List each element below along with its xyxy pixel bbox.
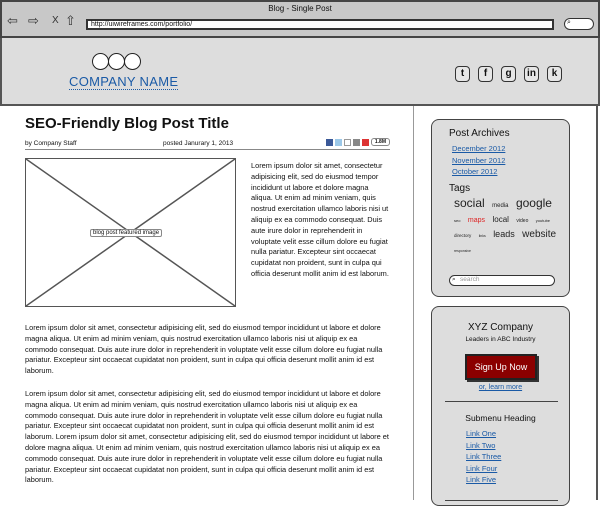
archives-heading: Post Archives xyxy=(449,128,510,139)
tags-heading: Tags xyxy=(449,183,471,194)
post-date: posted Janurary 1, 2013 xyxy=(163,140,234,147)
twitter-share-icon[interactable] xyxy=(335,139,342,146)
share-bar xyxy=(326,138,390,146)
archive-link[interactable]: December 2012 xyxy=(452,144,506,153)
divider xyxy=(413,106,414,500)
tag-cloud xyxy=(454,197,566,257)
submenu-link[interactable]: Link Three xyxy=(466,452,502,461)
back-icon[interactable]: ⇦ xyxy=(7,13,18,28)
submenu-link[interactable]: Link Five xyxy=(466,475,497,484)
sign-up-button[interactable]: Sign Up Now xyxy=(465,354,537,380)
tag-link[interactable]: social xyxy=(454,196,485,210)
submenu-link[interactable]: Link One xyxy=(466,429,497,438)
tag-link[interactable]: local xyxy=(492,215,509,224)
archives-panel xyxy=(431,119,570,297)
submenu-link[interactable]: Link Two xyxy=(466,440,496,450)
search-icon: ⌕ xyxy=(452,276,456,283)
tag-link[interactable]: leads xyxy=(493,229,515,239)
post-intro xyxy=(25,158,390,307)
facebook-share-icon[interactable] xyxy=(326,139,333,146)
post-author: by Company Staff xyxy=(25,140,77,147)
divider xyxy=(445,500,558,501)
logo-icon xyxy=(92,53,140,70)
image-label: blog post featured image xyxy=(90,229,162,237)
forward-icon[interactable]: ⇨ xyxy=(28,13,39,28)
browser-search-field[interactable] xyxy=(564,18,594,30)
post xyxy=(25,115,390,486)
archive-link[interactable]: November 2012 xyxy=(452,155,506,165)
tag-link[interactable]: responsive xyxy=(454,249,471,253)
tag-link[interactable]: media xyxy=(492,203,509,209)
sidebar-search-input[interactable] xyxy=(449,275,555,286)
klout-icon[interactable]: k xyxy=(547,66,562,82)
company-name-link[interactable]: COMPANY NAME xyxy=(69,74,179,89)
post-meta xyxy=(25,138,390,150)
tag-link[interactable]: google xyxy=(515,196,552,210)
featured-image xyxy=(25,158,236,307)
linkedin-icon[interactable]: in xyxy=(524,66,539,82)
paragraph: Lorem ipsum dolor sit amet, consectetur adipisicing elit, sed do eiusmod tempor incididunt ut labore et dolore magna aliqua. Ut enim ad minim veniam, quis nostrud exercitation ullamco laboris nisi ut aliquip ex ea commodo consequat. Duis aute irure dolor in reprehenderit in voluptate velit esse cillum dolore eu fugiat nulla pariatur. Excepteur sint occaecat cupidatat non proident, sunt in culpa qui officia deserunt mollit anim id est laborum. xyxy=(251,161,389,278)
address-bar[interactable]: http://uiwireframes.com/portfolio/ xyxy=(86,19,554,30)
submenu-links xyxy=(466,428,501,486)
tag-link[interactable]: maps xyxy=(467,217,486,224)
share-count: 1.8M xyxy=(371,138,390,146)
twitter-icon[interactable]: t xyxy=(455,66,470,82)
scrollbar[interactable] xyxy=(596,106,598,500)
company-panel xyxy=(431,306,570,506)
facebook-icon[interactable]: f xyxy=(478,66,493,82)
tag-link[interactable]: directory xyxy=(454,233,472,238)
search-placeholder: search xyxy=(460,276,480,283)
post-title: SEO-Friendly Blog Post Title xyxy=(25,115,229,132)
paragraph: Lorem ipsum dolor sit amet, consectetur adipisicing elit, sed do eiusmod tempor incididunt ut labore et dolore magna aliqua. Ut enim ad minim veniam, quis nostrud exercitation ullamco laboris nisi ut aliquip ex ea commodo consequat. Duis aute irure dolor in reprehenderit in voluptate velit esse cillum dolore eu fugiat nulla pariatur. Excepteur sint occaecat cupidatat non proident, sunt in culpa qui officia deserunt mollit anim id est laborum. Lorem ipsum dolor sit amet, consectetur adipisicing elit, sed do eiusmod tempor incididunt ut labore et dolore magna aliqua. Ut enim ad minim veniam, quis nostrud exercitation ullamco laboris nisi ut aliquip ex ea commodo consequat. Duis aute irure dolor in reprehenderit in voluptate velit esse cillum dolore eu fugiat nulla pariatur. Excepteur sint occaecat cupidatat non proident, sunt in culpa qui officia deserunt mollit anim id est laborum. xyxy=(25,388,389,485)
learn-more-link[interactable]: or, learn more xyxy=(478,384,523,391)
addthis-icon[interactable] xyxy=(362,139,369,146)
company-heading: XYZ Company xyxy=(467,322,534,333)
print-icon[interactable] xyxy=(353,139,360,146)
window-title: Blog - Single Post xyxy=(268,4,332,13)
submenu-heading: Submenu Heading xyxy=(465,413,536,423)
tag-link[interactable]: links xyxy=(478,234,486,238)
tag-link[interactable]: website xyxy=(522,229,557,240)
archive-links xyxy=(452,143,505,178)
submenu-link[interactable]: Link Four xyxy=(466,463,498,473)
stop-icon[interactable]: X xyxy=(52,15,59,26)
divider xyxy=(445,401,558,402)
search-icon: ⌕ xyxy=(567,19,571,26)
browser-chrome xyxy=(0,0,600,38)
google-icon[interactable]: g xyxy=(501,66,516,82)
email-share-icon[interactable] xyxy=(344,139,351,146)
tag-link[interactable]: youtube xyxy=(535,218,551,223)
archive-link[interactable]: October 2012 xyxy=(452,167,498,176)
tag-link[interactable]: seo xyxy=(454,218,461,223)
tag-link[interactable]: video xyxy=(516,218,529,224)
company-tagline: Leaders in ABC Industry xyxy=(465,336,536,343)
home-icon[interactable]: ⇧ xyxy=(65,13,76,28)
social-icons xyxy=(455,66,562,82)
paragraph: Lorem ipsum dolor sit amet, consectetur adipisicing elit, sed do eiusmod tempor incididunt ut labore et dolore magna aliqua. Ut enim ad minim veniam, quis nostrud exercitation ullamco laboris nisi ut aliquip ex ea commodo consequat. Duis aute irure dolor in reprehenderit in voluptate velit esse cillum dolore eu fugiat nulla pariatur. Excepteur sint occaecat cupidatat non proident, sunt in culpa qui officia deserunt mollit anim id est laborum. xyxy=(25,323,383,376)
